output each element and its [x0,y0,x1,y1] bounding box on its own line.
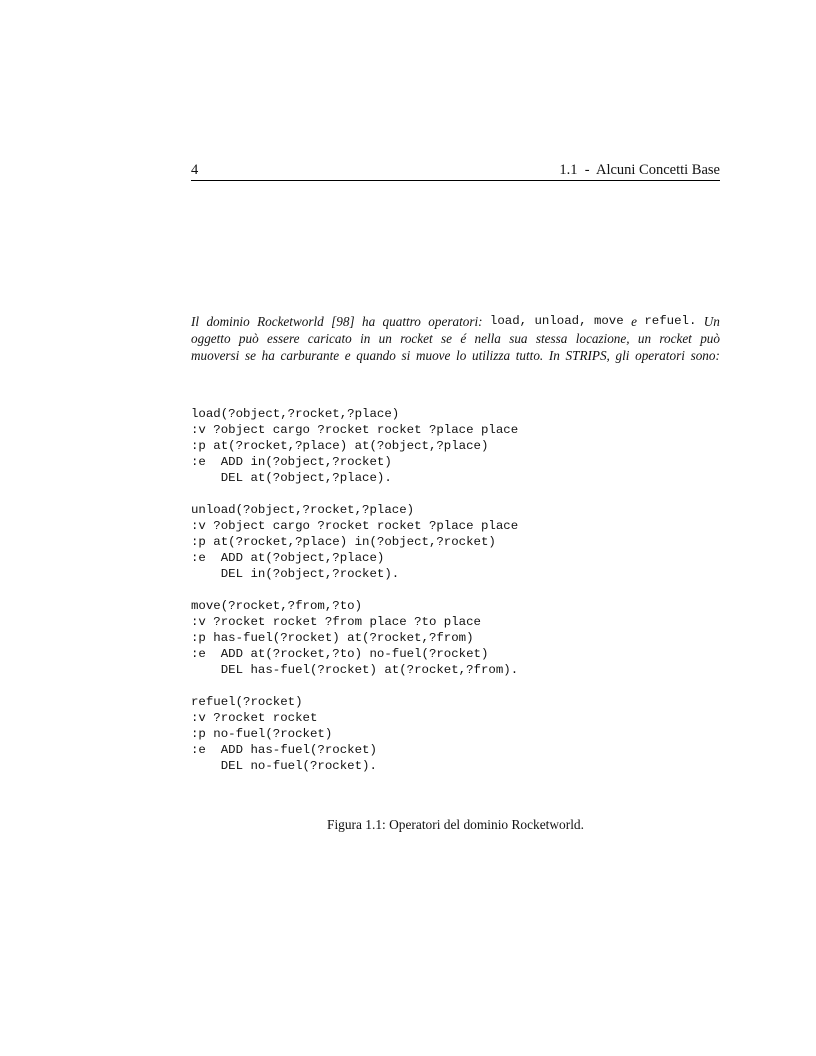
word: carburante [280,348,340,363]
word: locazione, [575,331,630,346]
word: ha [361,314,376,329]
code-line: :e ADD has-fuel(?rocket) [191,743,377,757]
code-line: :p at(?rocket,?place) in(?object,?rocket) [191,535,496,549]
word: e [344,348,351,363]
word: un [378,331,392,346]
word: operatori [635,348,685,363]
code-line: DEL in(?object,?rocket). [191,567,400,581]
word: oggetto [191,331,231,346]
code-line: move(?rocket,?from,?to) [191,599,363,613]
operator-load-block [191,406,518,486]
page-header [191,162,720,181]
word: può [238,331,259,346]
word: quattro [382,314,421,329]
code-line: DEL no-fuel(?rocket). [191,759,377,773]
word: può [700,331,720,346]
word: in [360,331,371,346]
word: Il [191,314,200,329]
operator-move-block [191,598,518,678]
code-line: :v ?object cargo ?rocket rocket ?place place [191,423,519,437]
intro-paragraph [191,313,720,364]
intro-line-3 [191,347,720,364]
code-line: :p has-fuel(?rocket) at(?rocket,?from) [191,631,474,645]
word: Un [703,314,720,329]
code-line: unload(?object,?rocket,?place) [191,503,415,517]
word: lo [456,348,467,363]
word: caricato [307,331,352,346]
word: si [401,348,411,363]
word: ha [261,348,275,363]
code-line: :e ADD in(?object,?rocket) [191,455,392,469]
code-line: :p no-fuel(?rocket) [191,727,333,741]
operator-name-load: load, [489,314,528,328]
word: STRIPS, [565,348,610,363]
code-line: :v ?object cargo ?rocket rocket ?place place [191,519,519,533]
code-line: :e ADD at(?object,?place) [191,551,385,565]
word: tutto. [515,348,544,363]
code-line: :e ADD at(?rocket,?to) no-fuel(?rocket) [191,647,489,661]
word: sua [509,331,528,346]
word: un [637,331,652,346]
word: quando [356,348,396,363]
operator-name-move: move [593,314,624,328]
word: rocket [400,331,433,346]
figure-caption: Figura 1.1: Operatori del dominio Rocketworld. [327,817,584,832]
code-line: :v ?rocket rocket ?from place ?to place [191,615,481,629]
word: gli [615,348,630,363]
code-line: :p at(?rocket,?place) at(?object,?place) [191,439,489,453]
word: operatori: [428,314,483,329]
word: stessa [535,331,568,346]
word: In [548,348,560,363]
word: nella [474,331,501,346]
operator-unload-block [191,502,518,582]
operator-name-unload: unload, [534,314,587,328]
operator-refuel-block [191,694,518,774]
operators-listing [191,406,518,790]
page-number: 4 [191,162,199,178]
code-line: refuel(?rocket) [191,695,303,709]
running-head: 1.1 - Alcuni Concetti Base [559,162,720,178]
word: sono: [690,348,720,363]
code-line: load(?object,?rocket,?place) [191,407,400,421]
word: rocket [659,331,692,346]
word: dominio [206,314,250,329]
word: é [460,331,467,346]
intro-line-2 [191,330,720,347]
word: Rocketworld [257,314,324,329]
operator-name-refuel: refuel. [644,314,697,328]
code-line: :v ?rocket rocket [191,711,318,725]
word: se [245,348,257,363]
code-line: DEL at(?object,?place). [191,471,392,485]
word: utilizza [471,348,511,363]
word: muove [415,348,451,363]
citation: [98] [331,314,355,329]
word: e [631,314,637,329]
word: muoversi [191,348,240,363]
code-line: DEL has-fuel(?rocket) at(?rocket,?from). [191,663,519,677]
word: essere [267,331,300,346]
intro-line-1 [191,313,720,330]
word: se [440,331,452,346]
